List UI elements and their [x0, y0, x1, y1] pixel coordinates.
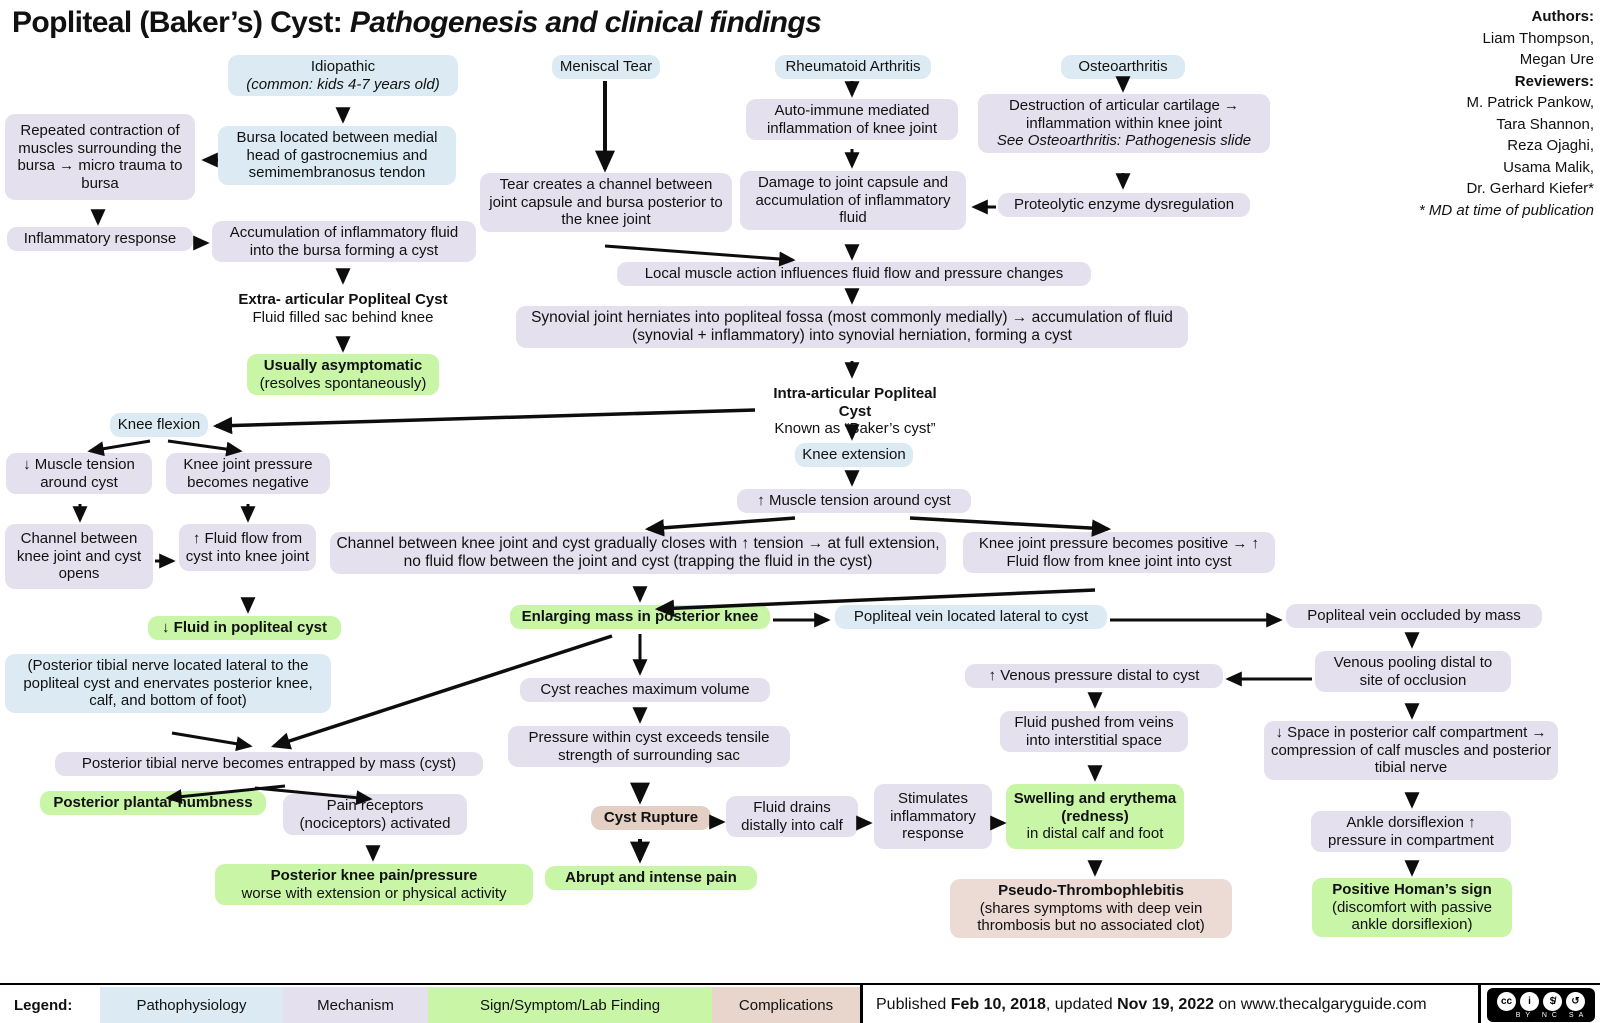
reviewer: Usama Malik, — [1503, 158, 1594, 176]
node-line: Knee flexion — [117, 416, 201, 433]
arrow — [90, 441, 150, 451]
node-line: Repeated contraction of muscles surrounding the bursa → micro trauma to bursa — [17, 122, 183, 192]
credits-block — [1344, 6, 1594, 221]
node-line: Knee joint pressure becomes positive → ↑ Fluid flow from knee joint into cyst — [978, 535, 1260, 570]
node-line: Pain receptors (nociceptors) activated — [299, 797, 451, 832]
node-pressure-positive — [963, 532, 1275, 573]
node-line: Knee extension — [802, 446, 906, 463]
node-line: ↑ Muscle tension around cyst — [757, 492, 951, 509]
node-usually-asymptomatic — [247, 354, 439, 395]
node-synovial-herniation — [516, 306, 1188, 348]
author: Megan Ure — [1519, 51, 1594, 68]
node-line: Posterior plantar numbness — [53, 794, 253, 811]
node-pseudo-thrombophlebitis — [950, 879, 1232, 938]
legend-item-pathophysiology: Pathophysiology — [100, 987, 283, 1023]
node-line: Extra- articular Popliteal Cyst — [238, 291, 448, 308]
node-line: Auto-immune mediated inflammation of knee joint — [766, 102, 938, 137]
node-popliteal-vein-occluded — [1286, 604, 1542, 628]
published-date: Feb 10, 2018 — [950, 996, 1046, 1013]
authors-label: Authors: — [1531, 8, 1594, 25]
node-fluid-pushed — [1000, 711, 1188, 752]
node-swelling-erythema — [1006, 784, 1184, 849]
published-text: Published — [876, 996, 951, 1013]
node-line: Known as “Baker’s cyst” — [774, 420, 936, 438]
arrow — [168, 441, 240, 451]
author: Liam Thompson, — [1482, 29, 1594, 47]
node-abrupt-pain — [545, 866, 757, 890]
node-line: ↓ Fluid in popliteal cyst — [161, 619, 327, 636]
node-osteoarthritis — [1061, 55, 1185, 79]
cc-license-badge — [1487, 988, 1595, 1022]
node-line: See Osteoarthritis: Pathogenesis slide — [996, 132, 1252, 150]
node-line: Meniscal Tear — [559, 58, 653, 75]
node-line: (shares symptoms with deep vein thrombosis but no associated clot) — [977, 899, 1205, 935]
node-line: Posterior tibial nerve becomes entrapped by mass (cyst) — [81, 755, 457, 772]
published-text: , updated — [1045, 996, 1118, 1013]
node-muscle-tension-up — [737, 489, 971, 513]
node-fluid-drains — [726, 796, 858, 837]
node-knee-extension — [795, 443, 913, 467]
node-line: Cyst Rupture — [603, 809, 699, 826]
cc-icon-row — [1497, 992, 1585, 1011]
node-tear-channel — [480, 173, 732, 232]
arrow — [216, 410, 755, 426]
node-line: Osteoarthritis — [1078, 58, 1168, 75]
node-line: Fluid pushed from veins into interstitial space — [1014, 714, 1174, 749]
node-line: Synovial joint herniates into popliteal fossa (most commonly medially) → accumulation of fluid (synovial + inflammatory) into synovial herniation, forming a cyst — [531, 309, 1173, 345]
node-line: Local muscle action influences fluid flow and pressure changes — [644, 265, 1064, 282]
cc-terms: BY NC SA — [1515, 1011, 1589, 1019]
node-line: Idiopathic — [310, 58, 376, 75]
node-inflammatory-response — [7, 227, 193, 251]
cc-by-icon: i — [1520, 992, 1539, 1011]
node-line: ↓ Muscle tension around cyst — [23, 456, 135, 491]
node-pain-receptors — [283, 794, 467, 835]
node-line: Tear creates a channel between joint capsule and bursa posterior to the knee joint — [489, 176, 723, 229]
node-pressure-exceeds — [508, 726, 790, 767]
reviewer: Dr. Gerhard Kiefer* — [1466, 180, 1594, 197]
node-space-down — [1264, 721, 1558, 780]
arrow — [605, 246, 793, 260]
legend-item-complications: Complications — [712, 987, 860, 1023]
title-prefix: Popliteal (Baker’s) Cyst: — [12, 6, 350, 39]
reviewer: Reza Ojaghi, — [1507, 137, 1594, 154]
published-site: on www.thecalgaryguide.com — [1214, 996, 1427, 1013]
node-line: Intra-articular Popliteal Cyst — [773, 385, 937, 420]
node-fluid-flow-cyst-to-knee — [179, 524, 316, 571]
node-nerve-entrapped — [55, 752, 483, 776]
node-line: Venous pooling distal to site of occlusion — [1333, 654, 1493, 689]
legend-item-mechanism: Mechanism — [283, 987, 428, 1023]
node-line: Enlarging mass in posterior knee — [521, 608, 759, 625]
cc-nc-icon: $̸ — [1543, 992, 1562, 1011]
node-line: Popliteal vein located lateral to cyst — [853, 608, 1089, 625]
node-line: worse with extension or physical activity — [241, 884, 507, 902]
node-proteolytic-dysregulation — [998, 193, 1250, 217]
node-line: Posterior knee pain/pressure — [270, 867, 478, 884]
node-line: Stimulates inflammatory response — [890, 790, 976, 843]
node-tibial-nerve-location — [5, 654, 331, 713]
node-local-muscle-action — [617, 262, 1091, 286]
node-line: Damage to joint capsule and accumulation of inflammatory fluid — [755, 174, 951, 227]
node-fluid-accumulation — [212, 221, 476, 262]
node-rheumatoid-arthritis — [775, 55, 931, 79]
node-line: Ankle dorsiflexion ↑ pressure in compartment — [1328, 814, 1494, 849]
legend-label: Legend: — [14, 996, 73, 1014]
node-line: Fluid filled sac behind knee — [252, 308, 434, 326]
node-line: ↑ Fluid flow from cyst into knee joint — [185, 530, 310, 565]
node-knee-flexion — [110, 413, 208, 437]
legend-item-sign-symptom: Sign/Symptom/Lab Finding — [428, 987, 712, 1023]
node-channel-closes — [330, 532, 946, 574]
node-line: Swelling and erythema (redness) — [1013, 790, 1177, 825]
arrow — [648, 518, 795, 529]
node-line: Pressure within cyst exceeds tensile strength of surrounding sac — [528, 729, 770, 764]
node-line: Pseudo-Thrombophlebitis — [998, 882, 1184, 899]
node-knee-pain — [215, 864, 533, 905]
page-title — [12, 6, 821, 40]
node-cyst-max-volume — [520, 678, 770, 702]
publication-info — [876, 987, 1427, 1023]
divider — [860, 985, 863, 1023]
node-muscle-tension-down — [6, 453, 152, 494]
node-line: ↓ Space in posterior calf compartment → compression of calf muscles and posterior tibial nerve — [1270, 724, 1552, 777]
node-line: (discomfort with passive ankle dorsiflexion) — [1331, 898, 1493, 934]
legend-bar — [0, 983, 1600, 1023]
reviewer: Tara Shannon, — [1496, 115, 1594, 133]
node-line: Popliteal vein occluded by mass — [1307, 607, 1521, 624]
updated-date: Nov 19, 2022 — [1117, 996, 1215, 1013]
node-line: in distal calf and foot — [1026, 825, 1164, 843]
cc-sa-icon: ↺ — [1566, 992, 1585, 1011]
divider — [1478, 985, 1481, 1023]
node-meniscal-tear — [552, 55, 660, 79]
node-venous-pooling — [1315, 651, 1511, 692]
node-popliteal-vein-lateral — [835, 605, 1107, 629]
node-idiopathic — [228, 55, 458, 96]
node-line: Cyst reaches maximum volume — [540, 681, 750, 698]
node-line: Fluid drains distally into calf — [741, 799, 843, 834]
node-line: Inflammatory response — [23, 230, 177, 247]
node-line: (resolves spontaneously) — [259, 374, 427, 392]
node-homans-sign — [1312, 878, 1512, 937]
arrow — [910, 518, 1108, 529]
node-autoimmune-inflammation — [746, 99, 958, 140]
node-joint-damage — [740, 171, 966, 230]
node-fluid-down — [148, 616, 341, 640]
reviewers-label: Reviewers: — [1514, 72, 1594, 90]
node-line: Proteolytic enzyme dysregulation — [1013, 196, 1235, 213]
node-line: Rheumatoid Arthritis — [785, 58, 921, 75]
node-intra-articular-cyst — [752, 382, 958, 441]
node-line: Abrupt and intense pain — [565, 869, 737, 886]
node-enlarging-mass — [510, 605, 770, 629]
node-pressure-negative — [166, 453, 330, 494]
node-extra-articular-cyst — [228, 288, 458, 329]
node-line: Channel between knee joint and cyst gradually closes with ↑ tension → at full extension, no fluid flow between the joint and cyst (trapping the fluid in the cyst) — [336, 535, 940, 571]
node-bursa-location — [218, 126, 456, 185]
node-line: Positive Homan’s sign — [1332, 881, 1492, 898]
node-cyst-rupture — [591, 806, 711, 830]
title-emphasis: Pathogenesis and clinical findings — [349, 6, 822, 39]
node-line: Usually asymptomatic — [263, 357, 423, 374]
node-line: (Posterior tibial nerve located lateral to the popliteal cyst and enervates posterior knee, calf, and bottom of foot) — [23, 657, 313, 710]
node-repeated-contraction — [5, 114, 195, 200]
node-stimulates-inflammatory — [874, 784, 992, 849]
cc-icon: cc — [1497, 992, 1516, 1011]
reviewer: M. Patrick Pankow, — [1466, 94, 1594, 111]
node-ankle-dorsiflexion — [1311, 811, 1511, 852]
node-plantar-numbness — [40, 791, 266, 815]
credits-footnote: * MD at time of publication — [1418, 201, 1594, 219]
node-line: Bursa located between medial head of gastrocnemius and semimembranosus tendon — [236, 129, 438, 182]
arrow — [172, 733, 250, 746]
node-cartilage-destruction — [978, 94, 1270, 153]
node-line: Knee joint pressure becomes negative — [183, 456, 313, 491]
node-line: (common: kids 4-7 years old) — [246, 75, 440, 93]
node-venous-pressure — [965, 664, 1223, 688]
node-line: Destruction of articular cartilage → inflammation within knee joint — [1008, 97, 1240, 132]
node-line: ↑ Venous pressure distal to cyst — [988, 667, 1200, 684]
node-line: Channel between knee joint and cyst opens — [16, 530, 142, 583]
node-channel-opens — [5, 524, 153, 589]
node-line: Accumulation of inflammatory fluid into the bursa forming a cyst — [229, 224, 459, 259]
